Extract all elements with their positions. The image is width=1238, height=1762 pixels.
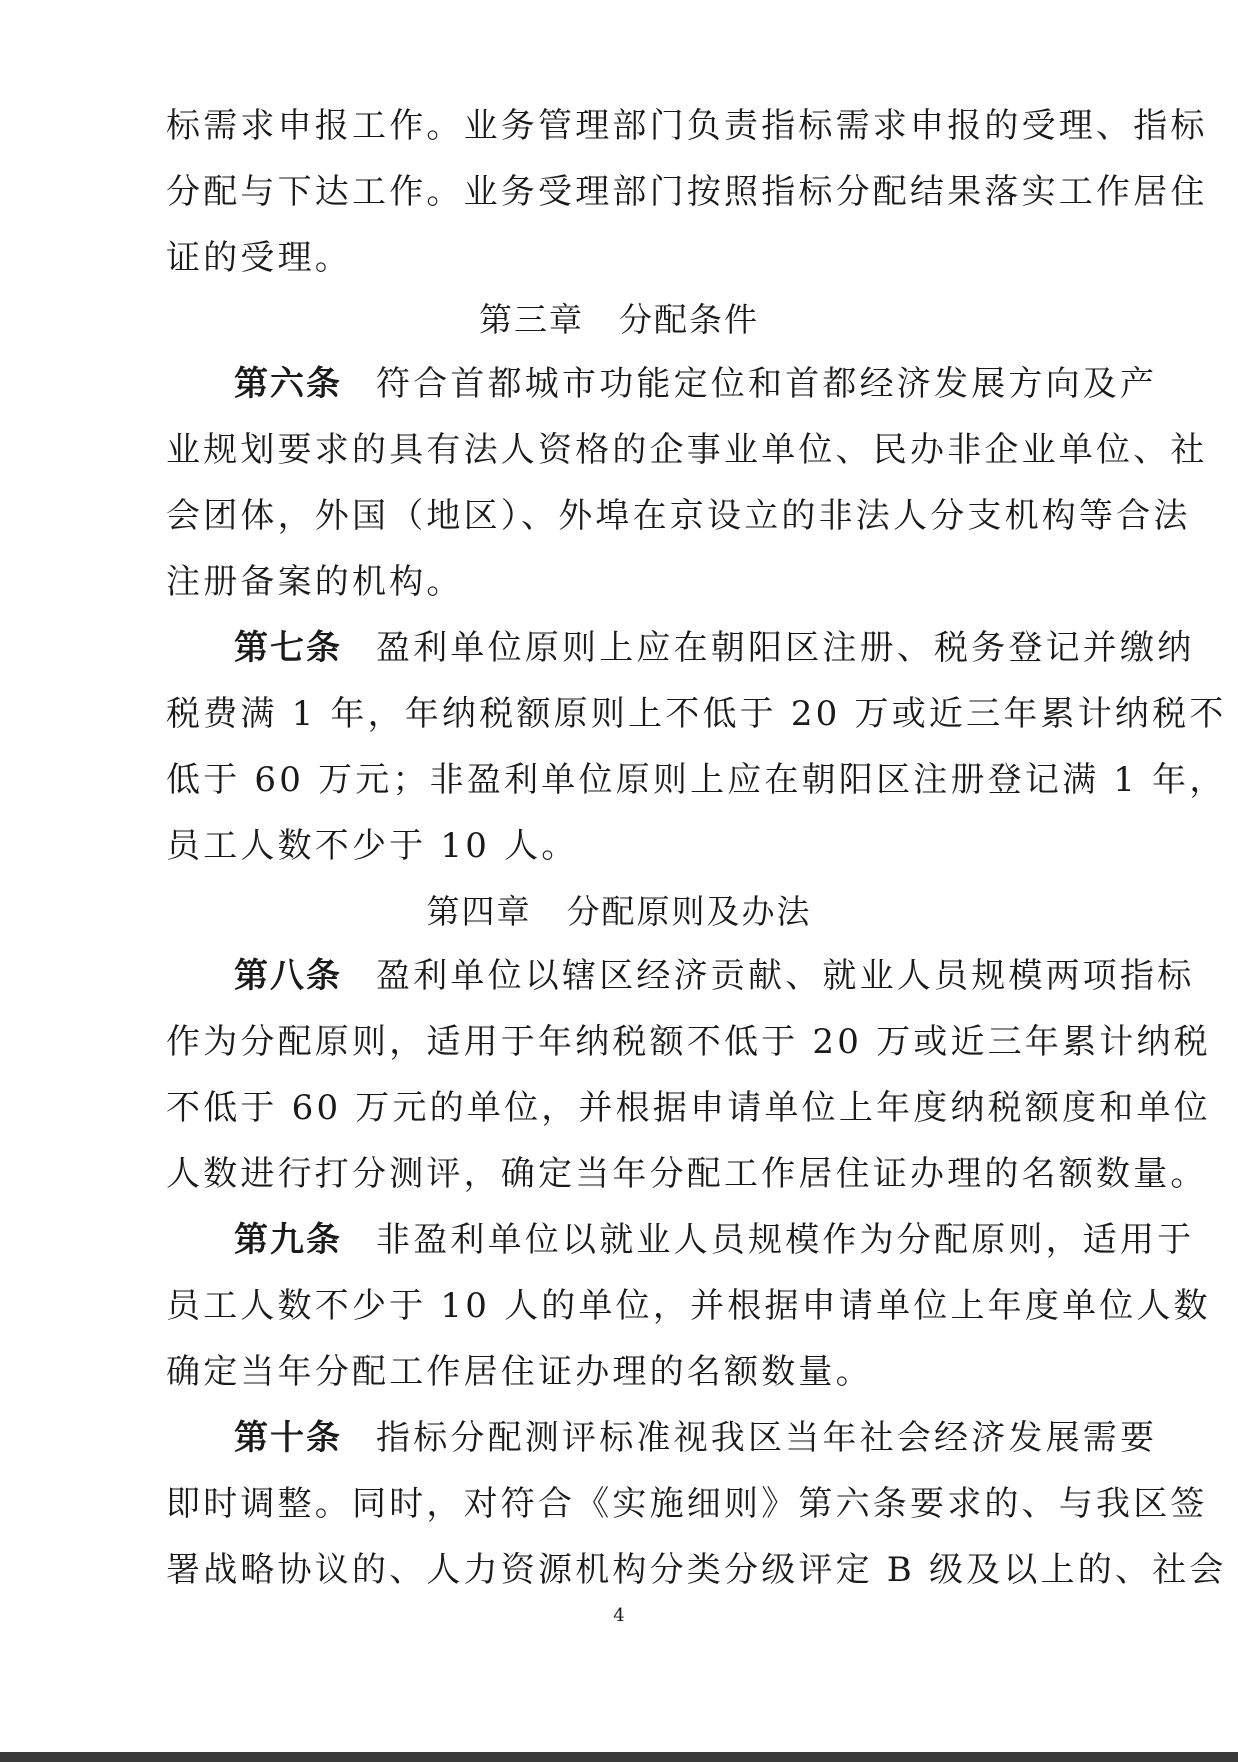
- text-line: 税费满 1 年，年纳税额原则上不低于 20 万或近三年累计纳税不: [166, 694, 1227, 734]
- article-6-label: 第六条: [234, 364, 342, 404]
- text-line: 作为分配原则，适用于年纳税额不低于 20 万或近三年累计纳税: [166, 1022, 1211, 1062]
- article-8-first-line: [234, 956, 1195, 996]
- article-10-first-line: [234, 1418, 1158, 1458]
- text-line: 低于 60 万元；非盈利单位原则上应在朝阳区注册登记满 1 年，: [166, 760, 1227, 800]
- article-10-label: 第十条: [234, 1418, 342, 1458]
- text-line: 盈利单位原则上应在朝阳区注册、税务登记并缴纳: [376, 628, 1195, 668]
- text-line: 指标分配测评标准视我区当年社会经济发展需要: [376, 1418, 1158, 1458]
- text-line: 证的受理。: [166, 238, 352, 278]
- text-line: 即时调整。同时，对符合《实施细则》第六条要求的、与我区签: [166, 1484, 1208, 1524]
- text-line: 会团体，外国（地区）、外埠在京设立的非法人分支机构等合法: [166, 496, 1191, 536]
- text-line: 不低于 60 万元的单位，并根据申请单位上年度纳税额度和单位: [166, 1088, 1211, 1128]
- text-line: 标需求申报工作。业务管理部门负责指标需求申报的受理、指标: [166, 106, 1208, 146]
- article-7-first-line: [234, 628, 1195, 668]
- chapter-heading-3: 第三章 分配条件: [479, 300, 759, 339]
- article-7-label: 第七条: [234, 628, 342, 668]
- text-line: 分配与下达工作。业务受理部门按照指标分配结果落实工作居住: [166, 172, 1208, 212]
- article-6-first-line: [234, 364, 1158, 404]
- text-line: 非盈利单位以就业人员规模作为分配原则，适用于: [376, 1220, 1195, 1260]
- article-8-label: 第八条: [234, 956, 342, 996]
- article-9-first-line: [234, 1220, 1195, 1260]
- page-number: 4: [613, 1605, 625, 1626]
- text-line: 署战略协议的、人力资源机构分类分级评定 B 级及以上的、社会: [166, 1550, 1227, 1590]
- text-line: 员工人数不少于 10 人。: [166, 826, 579, 866]
- text-line: 注册备案的机构。: [166, 562, 464, 602]
- text-line: 业规划要求的具有法人资格的企事业单位、民办非企业单位、社: [166, 430, 1208, 470]
- text-line: 符合首都城市功能定位和首都经济发展方向及产: [376, 364, 1158, 404]
- text-line: 员工人数不少于 10 人的单位，并根据申请单位上年度单位人数: [166, 1286, 1211, 1326]
- article-9-label: 第九条: [234, 1220, 342, 1260]
- scan-edge: [0, 1752, 1238, 1762]
- chapter-heading-4: 第四章 分配原则及办法: [426, 892, 812, 931]
- text-line: 人数进行打分测评，确定当年分配工作居住证办理的名额数量。: [166, 1154, 1208, 1194]
- text-line: 确定当年分配工作居住证办理的名额数量。: [166, 1352, 873, 1392]
- text-line: 盈利单位以辖区经济贡献、就业人员规模两项指标: [376, 956, 1195, 996]
